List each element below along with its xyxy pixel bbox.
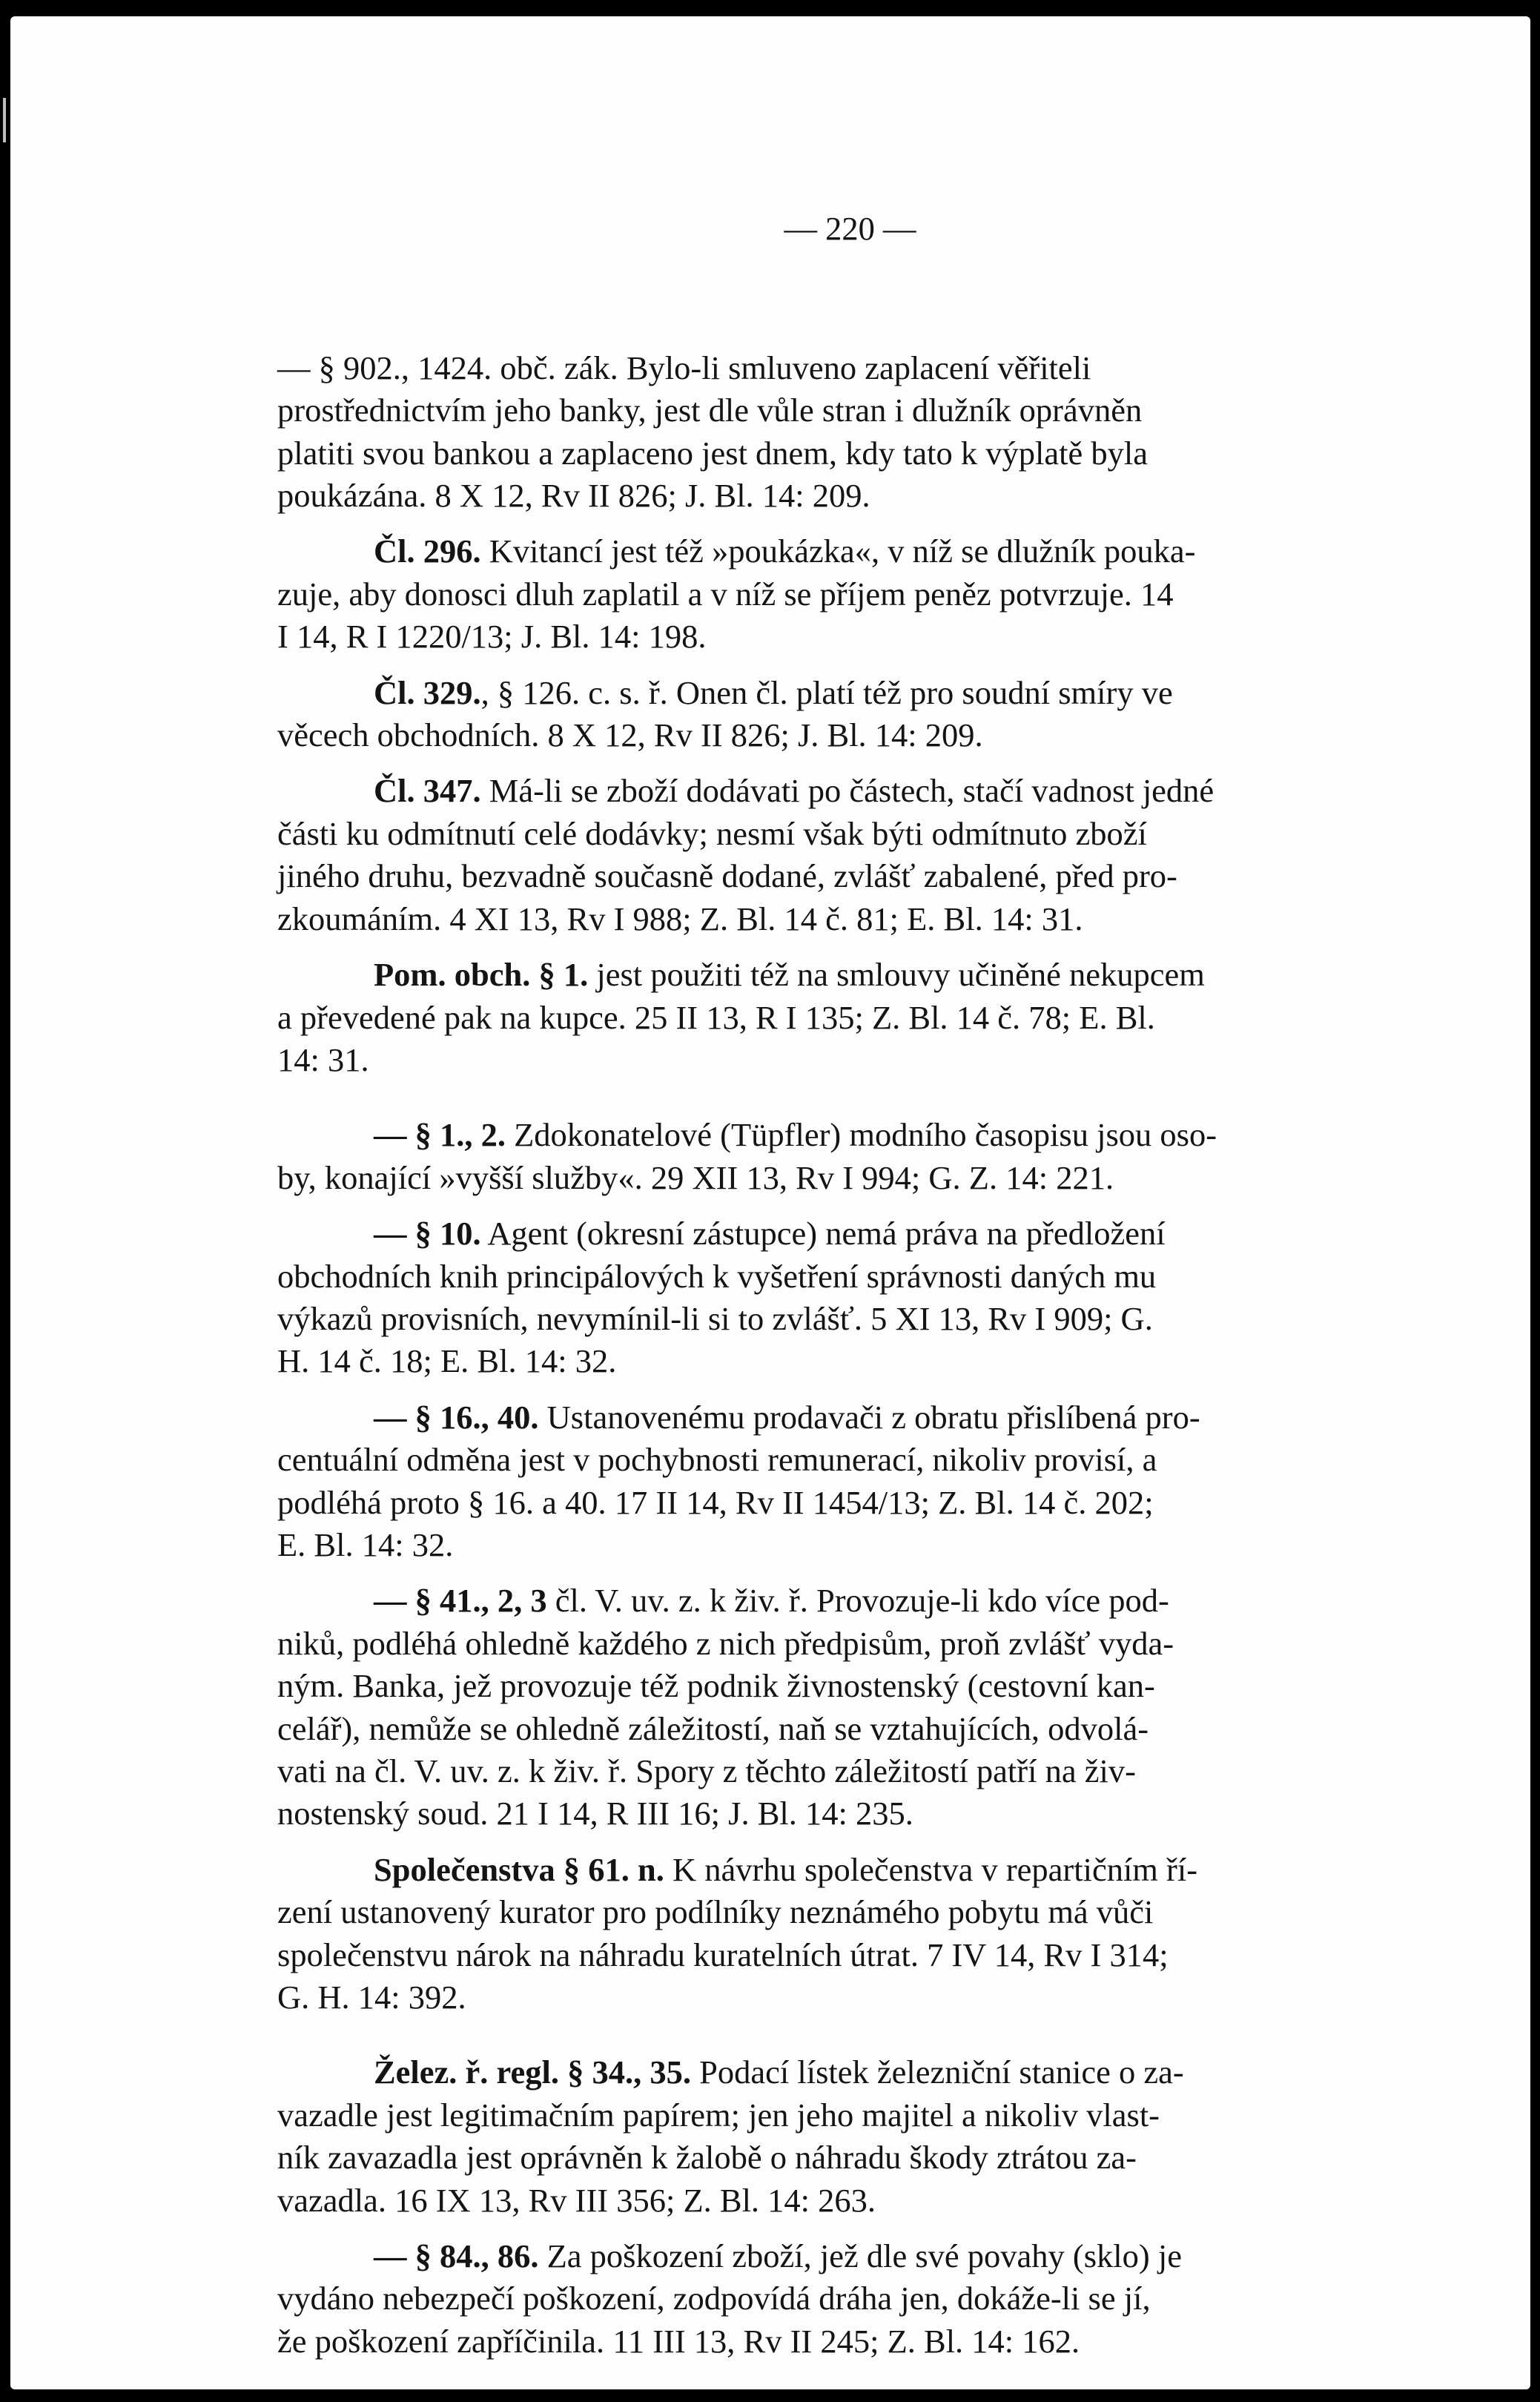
entry-heading: Čl. 347. <box>374 772 481 810</box>
entry-heading: Želez. ř. regl. § 34., 35. <box>374 2053 691 2091</box>
entry-text: Kvitancí jest též »poukázka«, v níž se dlužník pouka- zuje, aby donosci dluh zaplatil a v níž se příjem peněz potvrzuje. 14 I 14, R I 1220/13; J. Bl. 14: 198. <box>277 532 1196 656</box>
entry-paragraph <box>277 304 1423 517</box>
entry-text: K návrhu společenstva v repartičním ří- zení ustanovený kurator pro podílníky neznámého pobytu má vůči společenstvu nárok na náhradu kuratelních útrat. 7 IV 14, Rv I 314; G. H. 14: 392. <box>277 1850 1198 2016</box>
entry-paragraph <box>277 1212 1423 1383</box>
entry-text: — § 902., 1424. obč. zák. Bylo-li smluveno zaplacení věřiteli prostřednictvím jeho banky, jest dle vůle stran i dlužník oprávněn platiti svou bankou a zaplaceno jest dnem, kdy tato k výplatě byla poukázána. 8 X 12, Rv II 826; J. Bl. 14: 209. <box>277 349 1148 515</box>
entry-heading: Společenstva § 61. n. <box>374 1850 664 1888</box>
entry-text: čl. V. uv. z. k živ. ř. Provozuje-li kdo více pod- niků, podléhá ohledně každého z nich předpisům, proň zvlášť vydа- ným. Banka, jež provozuje též podnik živnostenský (cestovní kan- celář), nemůže se ohledně záležitostí, naň se vztahujících, odvolá- vati na čl. V. uv. z. k živ. ř. Spory z těchto záležitostí patří na živ- nostenský soud. 21 I 14, R III 16; J. Bl. 14: 235. <box>277 1582 1174 1832</box>
entry-paragraph <box>277 2235 1423 2363</box>
entry-paragraph <box>277 770 1423 940</box>
entry-heading: — § 41., 2, 3 <box>374 1582 547 1620</box>
entry-text: Má-li se zboží dodávati po částech, stačí vadnost jedné části ku odmítnutí celé dodávky; nesmí však býti odmítnuto zboží jiného druhu, bezvadně současně dodané, zvlášť zabalené, před pro- zkoumáním. 4 XI 13, Rv I 988; Z. Bl. 14 č. 81; E. Bl. 14: 31. <box>277 772 1215 937</box>
entry-paragraph <box>277 530 1423 658</box>
binding-mark <box>3 98 6 142</box>
entry-heading: — § 84., 86. <box>374 2237 539 2275</box>
entry-heading: — § 10. <box>374 1215 481 1253</box>
text-block <box>277 208 1423 2376</box>
entry-paragraph <box>277 954 1423 1081</box>
entry-text: Agent (okresní zástupce) nemá práva na předložení obchodních knih principálových k vyšetření správnosti daných mu výkazů provisních, nevymínil-li si to zvlášť. 5 XI 13, Rv I 909; G. H. 14 č. 18; E. Bl. 14: 32. <box>277 1215 1166 1380</box>
entry-paragraph <box>277 1580 1423 1835</box>
entry-text: Ustanovenému prodavači z obratu přislíbená pro- centuální odměna jest v pochybnosti remunerací, nikoliv provisí, a podléhá proto § 16. a 40. 17 II 14, Rv II 1454/13; Z. Bl. 14 č. 202; E. Bl. 14: 32. <box>277 1398 1200 1563</box>
entry-paragraph <box>277 2051 1423 2222</box>
entry-text: jest použiti též na smlouvy učiněné nekupcem a převedené pak na kupce. 25 II 13, R I 135; Z. Bl. 14 č. 78; E. Bl. 14: 31. <box>277 956 1205 1078</box>
entry-paragraph <box>277 1114 1423 1199</box>
entry-paragraph <box>277 1396 1423 1567</box>
page-number: — 220 — <box>784 210 916 247</box>
entry-paragraph <box>277 1849 1423 2019</box>
entry-heading: — § 1., 2. <box>374 1116 506 1154</box>
entry-text: Za poškození zboží, jež dle své povahy (sklo) je vydáno nebezpečí poškození, zodpovídá dráha jen, dokáže-li se jí, že poškození zapříčinila. 11 III 13, Rv II 245; Z. Bl. 14: 162. <box>277 2237 1182 2360</box>
entry-heading: Čl. 329. <box>374 673 481 711</box>
entry-text: Zdokonatelové (Tüpfler) modního časopisu jsou oso- by, konající »vyšší služby«. 29 XII 13, Rv I 994; G. Z. 14: 221. <box>277 1116 1217 1196</box>
entry-paragraph <box>277 672 1423 757</box>
entry-heading: Pom. obch. § 1. <box>374 956 589 994</box>
entry-heading: — § 16., 40. <box>374 1398 539 1436</box>
entry-text: Podací lístek železniční stanice o za- vazadle jest legitimačním papírem; jen jeho majitel a nikoliv vlast- ník zavazadla jest oprávněn k žalobě o náhradu škody ztrátou za- vazadla. 16 IX 13, Rv III 356; Z. Bl. 14: 263. <box>277 2053 1184 2219</box>
entry-heading: Čl. 296. <box>374 532 481 570</box>
book-page <box>10 16 1530 2389</box>
entry-text: , § 126. c. s. ř. Onen čl. platí též pro soudní smíry ve věcech obchodních. 8 X 12, Rv II 826; J. Bl. 14: 209. <box>277 673 1173 754</box>
